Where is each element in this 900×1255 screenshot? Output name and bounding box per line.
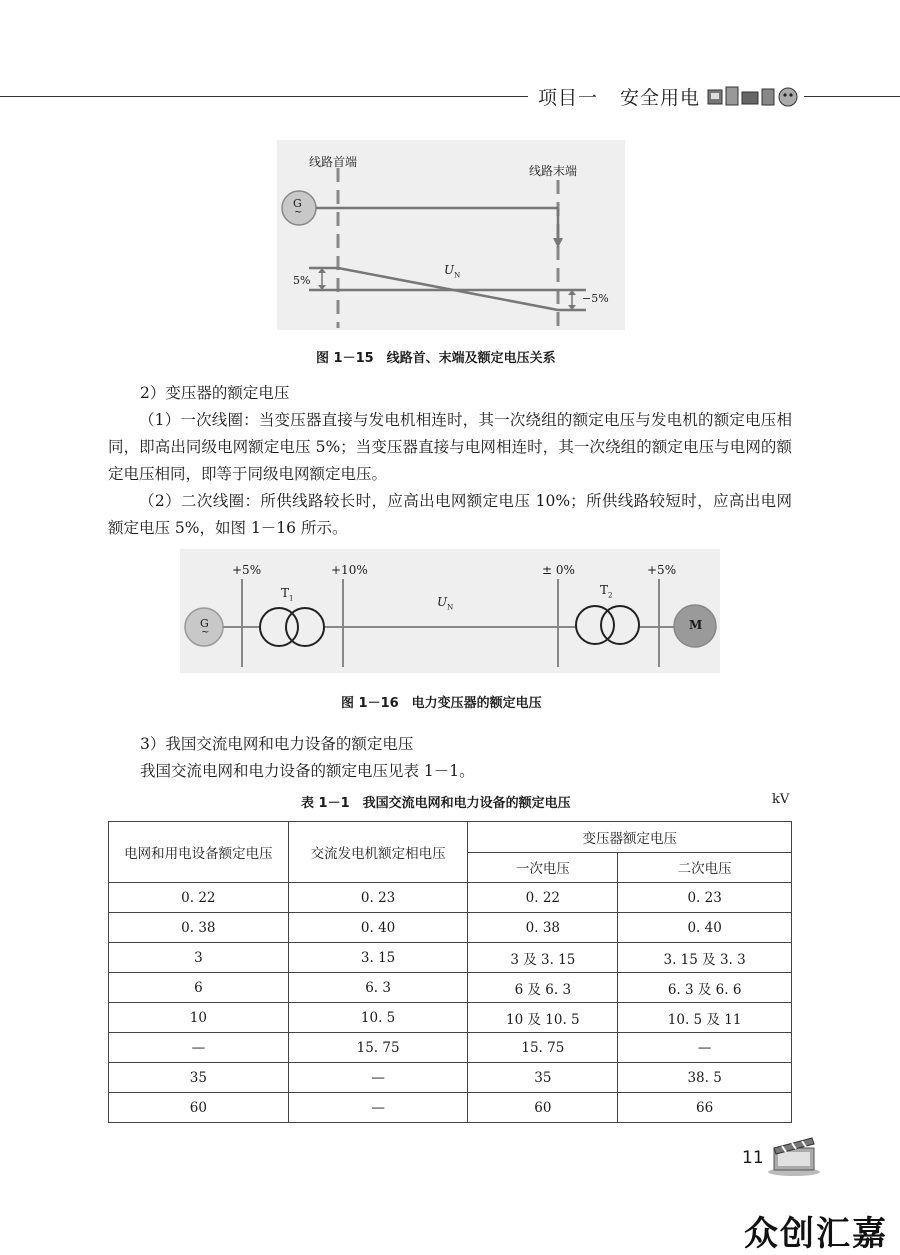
generator-tilde-icon: ~ [294, 207, 303, 218]
section-3-paragraph: 我国交流电网和电力设备的额定电压见表 1－1。 [140, 762, 475, 780]
label-plus-5-right: +5% [647, 563, 677, 577]
watermark: 众创汇嘉 [744, 1214, 888, 1254]
table-cell: 15. 75 [468, 1033, 618, 1063]
table-cell: — [288, 1063, 468, 1093]
table-cell: 6. 3 [288, 973, 468, 1003]
label-t1: $T_1$ [281, 586, 294, 603]
table-cell: 3. 15 [288, 943, 468, 973]
label-un: $U_N$ [437, 595, 454, 612]
header-title [538, 83, 700, 110]
table-cell: 3. 15 及 3. 3 [618, 943, 792, 973]
table-cell: — [109, 1033, 289, 1063]
table-row [109, 973, 792, 1003]
table-cell: — [618, 1033, 792, 1063]
table-cell: 3 [109, 943, 289, 973]
header-rule-left [0, 96, 528, 97]
table-cell: 6 及 6. 3 [468, 973, 618, 1003]
plus-5-label: 5% [293, 274, 311, 287]
table-cell: 3 及 3. 15 [468, 943, 618, 973]
header-rule-right [804, 96, 900, 97]
label-plus-10: +10% [331, 563, 368, 577]
table-cell: — [288, 1093, 468, 1123]
table-cell: 6. 3 及 6. 6 [618, 973, 792, 1003]
header-project: 项目一 [538, 87, 599, 109]
table-row [109, 943, 792, 973]
transformer-t2-coil-b [601, 606, 639, 644]
header-section: 安全用电 [620, 87, 701, 109]
table-cell: 10. 5 [288, 1003, 468, 1033]
table-cell: 0. 40 [618, 913, 792, 943]
header-grid-voltage: 电网和用电设备额定电压 [109, 822, 289, 883]
table-cell: 15. 75 [288, 1033, 468, 1063]
table-row [109, 1033, 792, 1063]
figure-16-caption: 图 1－16 电力变压器的额定电压 [341, 696, 542, 711]
minus-5-label: −5% [582, 292, 609, 305]
table-cell: 66 [618, 1093, 792, 1123]
table-cell: 60 [468, 1093, 618, 1123]
figure-15-caption: 图 1－15 线路首、末端及额定电压关系 [316, 351, 556, 366]
label-line-end: 线路末端 [529, 164, 578, 178]
table-row [109, 1093, 792, 1123]
label-t2: $T_2$ [600, 583, 613, 600]
table-cell: 6 [109, 973, 289, 1003]
section-3-heading: 3）我国交流电网和电力设备的额定电压 [140, 735, 414, 753]
label-line-start: 线路首端 [309, 155, 358, 169]
table-cell: 0. 38 [468, 913, 618, 943]
table-cell: 38. 5 [618, 1063, 792, 1093]
label-plus-5-left: +5% [232, 563, 262, 577]
table-cell: 0. 38 [109, 913, 289, 943]
motor-label: M [689, 618, 703, 632]
table-cell: 0. 23 [618, 883, 792, 913]
table-row [109, 1063, 792, 1093]
section-2-paragraph-1: （1）一次线圈：当变压器直接与发电机相连时，其一次绕组的额定电压与发电机的额定电压相同，即高出同级电网额定电压 5%；当变压器直接与电网相连时，其一次绕组的额定电压与电网的额定电压相同，即等于同级电网额定电压。 [108, 411, 792, 483]
table-caption: 表 1－1 我国交流电网和电力设备的额定电压 [301, 796, 571, 811]
generator-label: G [293, 197, 302, 210]
generator-tilde-icon: ~ [201, 627, 210, 638]
table-cell: 0. 40 [288, 913, 468, 943]
transformer-t2-coil-a [576, 606, 614, 644]
transformer-t1-coil-b [286, 608, 324, 646]
table-cell: 0. 22 [468, 883, 618, 913]
header-transformer-voltage: 变压器额定电压 [468, 822, 792, 853]
un-label: $U_N$ [444, 263, 461, 280]
table-cell: 10 及 10. 5 [468, 1003, 618, 1033]
section-2-paragraph-2: （2）二次线圈：所供线路较长时，应高出电网额定电压 10%；所供线路较短时，应高出电网额定电压 5%，如图 1－16 所示。 [108, 492, 792, 537]
table-cell: 0. 22 [109, 883, 289, 913]
table-unit: kV [772, 792, 790, 807]
table-cell: 0. 23 [288, 883, 468, 913]
table-row [109, 883, 792, 913]
header-generator-voltage: 交流发电机额定相电压 [288, 822, 468, 883]
generator-label: G [200, 617, 209, 630]
table-row [109, 913, 792, 943]
page-number: 11 [742, 1148, 764, 1168]
voltage-table [108, 821, 792, 1123]
table-cell: 10 [109, 1003, 289, 1033]
header-ornament-icon [706, 84, 802, 108]
arrow-down-icon [553, 238, 563, 248]
header-primary-voltage: 一次电压 [468, 852, 618, 883]
section-2-heading: 2）变压器的额定电压 [140, 384, 290, 402]
clapperboard-icon [766, 1132, 822, 1176]
table-cell: 35 [109, 1063, 289, 1093]
header-secondary-voltage: 二次电压 [618, 852, 792, 883]
table-cell: 10. 5 及 11 [618, 1003, 792, 1033]
table-row [109, 1003, 792, 1033]
label-plus-minus-0: ± 0% [542, 563, 575, 577]
table-cell: 60 [109, 1093, 289, 1123]
table-cell: 35 [468, 1063, 618, 1093]
